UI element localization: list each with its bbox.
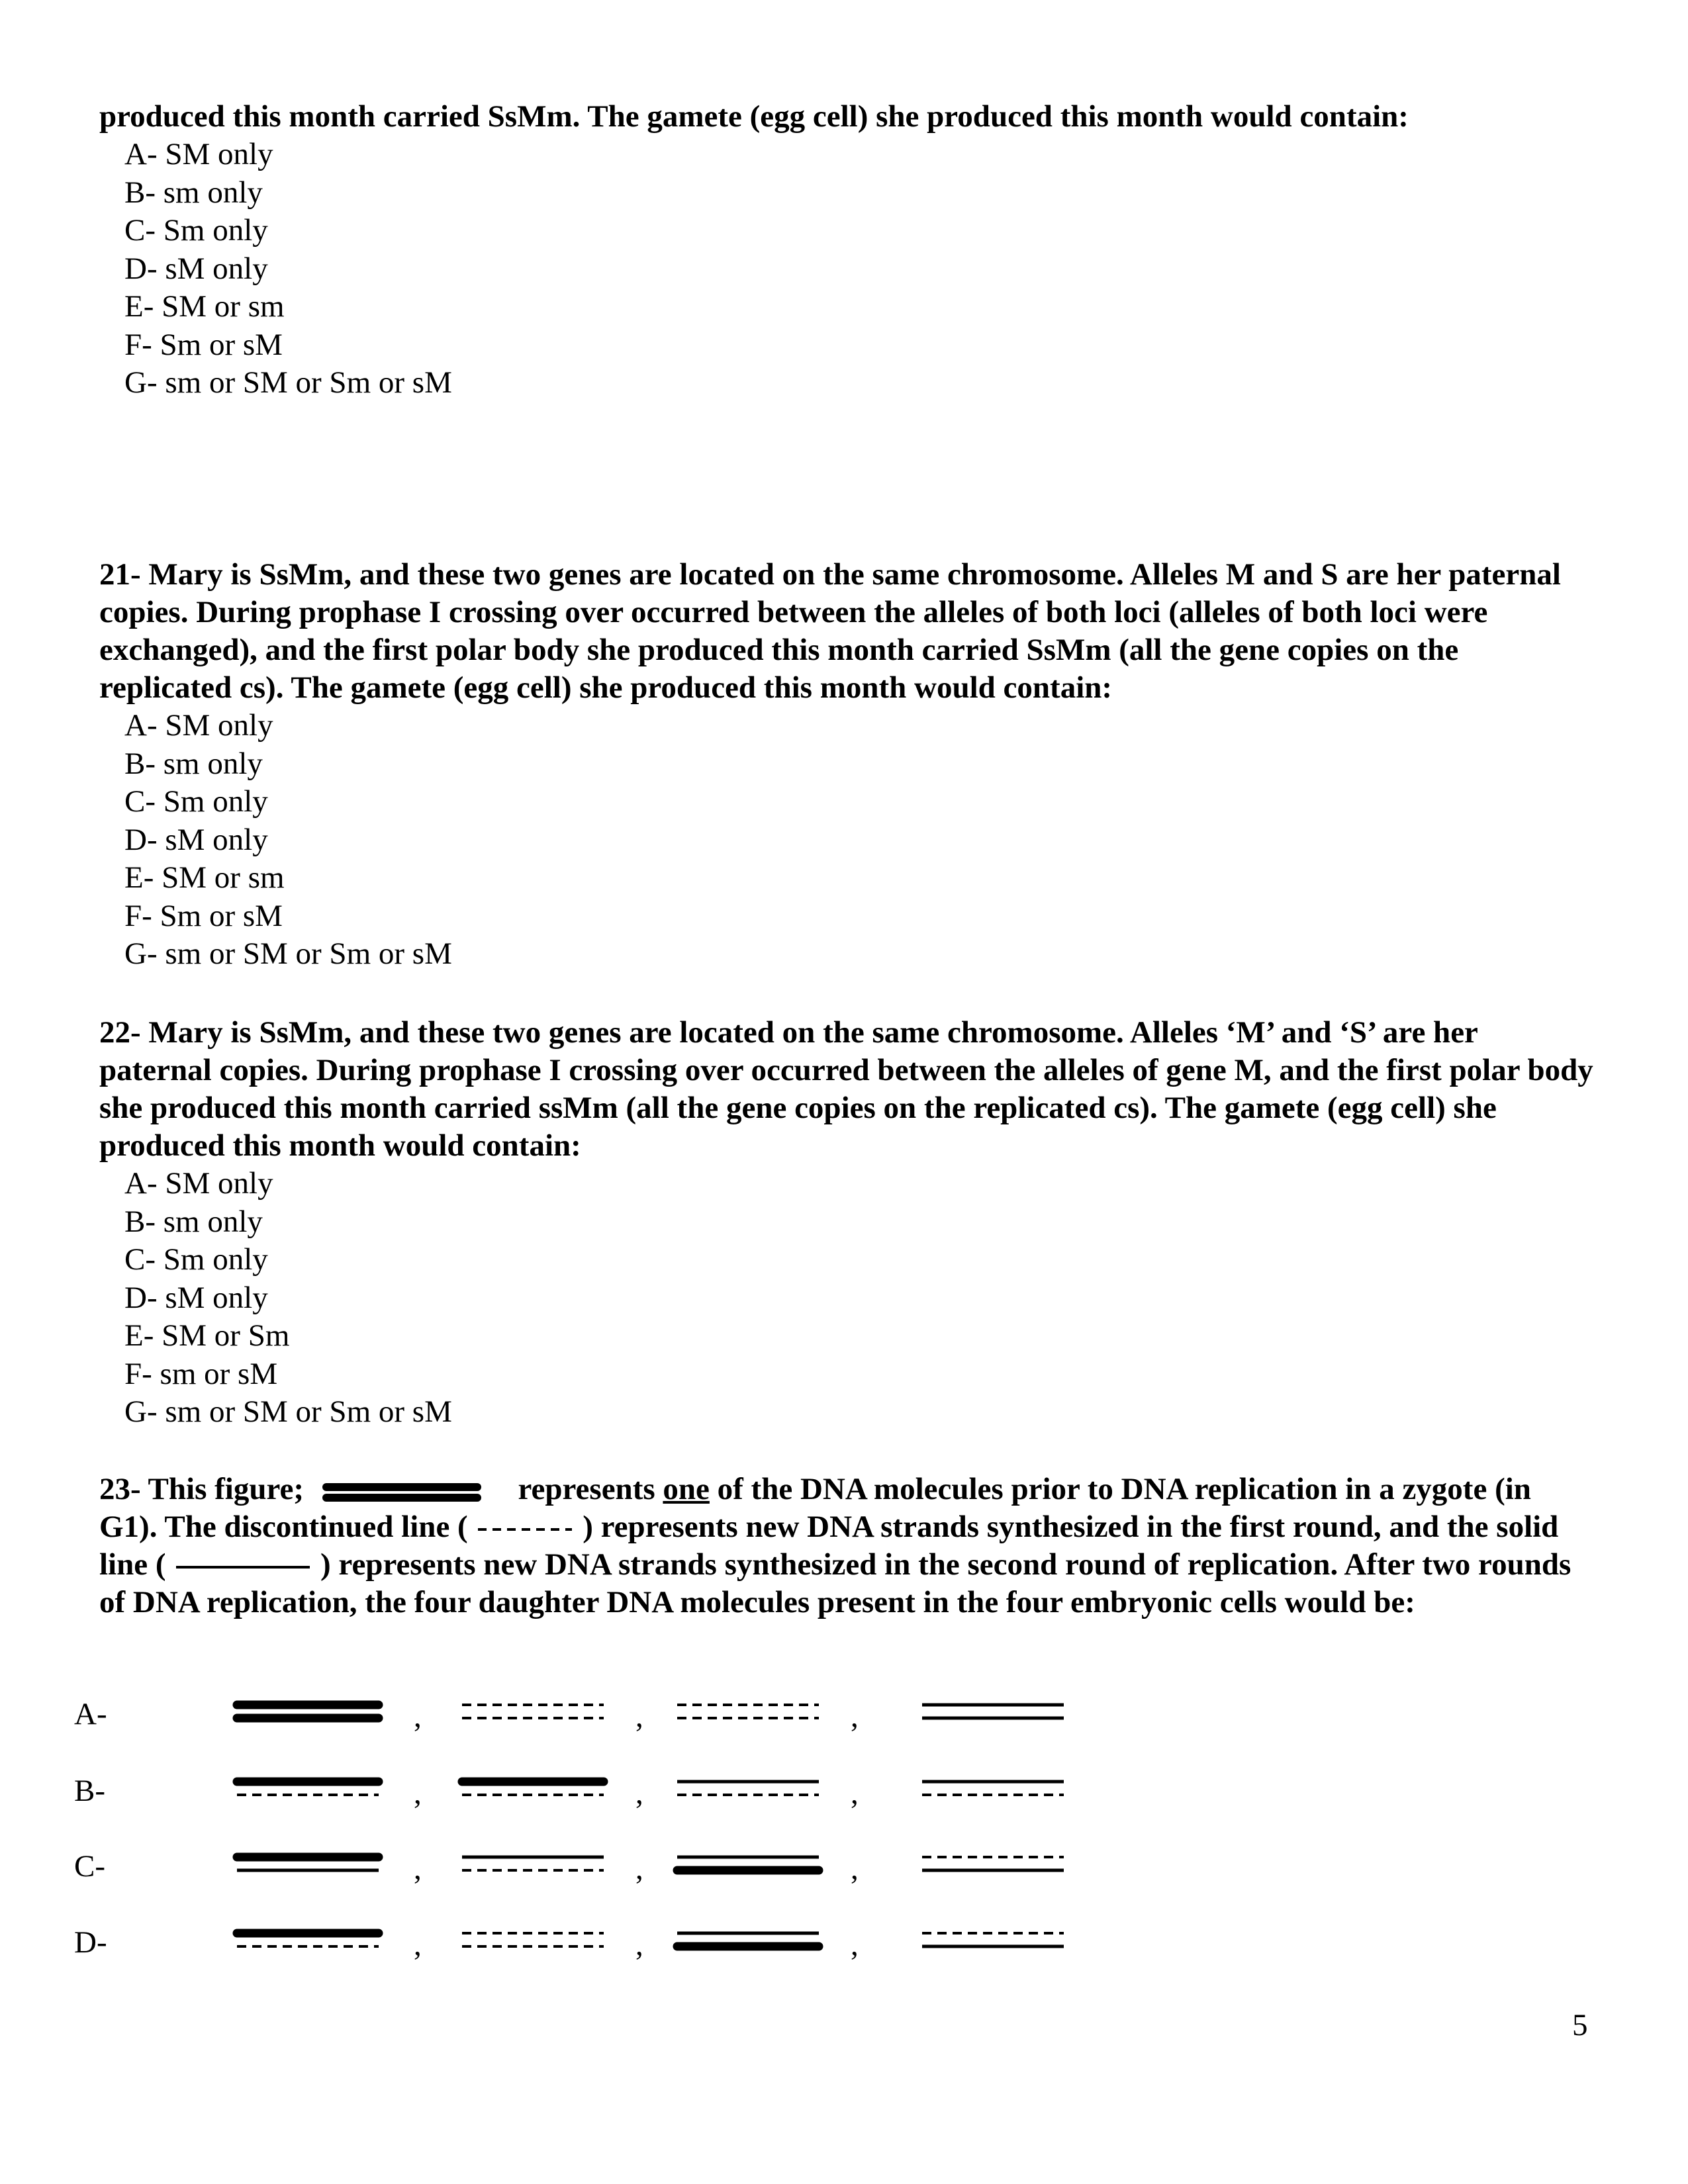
question-22 bbox=[99, 1014, 1595, 1432]
separator-comma: , bbox=[635, 1776, 643, 1811]
question-23-text bbox=[99, 1471, 1595, 1621]
question-20-text: produced this month carried SsMm. The gamete (egg cell) she produced this month would contain: bbox=[99, 99, 1409, 134]
dna-molecule bbox=[917, 1848, 1069, 1881]
q23-desc-2: ) represents new DNA strands synthesized in the first round, and the solid line ( bbox=[99, 1510, 1559, 1582]
option-item: C- Sm only bbox=[124, 1242, 268, 1277]
q23-one: one bbox=[663, 1472, 710, 1506]
question-20-options bbox=[99, 136, 1595, 402]
separator-comma: , bbox=[851, 1852, 859, 1886]
answer-row[interactable] bbox=[0, 1771, 993, 1811]
page-number: 5 bbox=[1572, 2008, 1588, 2042]
option-item: F- Sm or sM bbox=[124, 898, 283, 933]
solid-line-legend bbox=[173, 1561, 312, 1574]
answer-label: A- bbox=[74, 1697, 107, 1731]
dna-molecule bbox=[672, 1696, 824, 1729]
dna-molecule bbox=[457, 1696, 609, 1729]
option-item: B- sm only bbox=[124, 746, 263, 781]
dna-molecule bbox=[232, 1772, 384, 1805]
separator-comma: , bbox=[635, 1928, 643, 1962]
dna-molecule bbox=[232, 1696, 384, 1729]
option-item: G- sm or SM or Sm or sM bbox=[124, 936, 452, 971]
option-item: G- sm or SM or Sm or sM bbox=[124, 1394, 452, 1429]
dashed-line-legend bbox=[475, 1523, 575, 1536]
dna-molecule bbox=[917, 1772, 1069, 1805]
option-item: E- SM or Sm bbox=[124, 1318, 290, 1353]
separator-comma: , bbox=[635, 1852, 643, 1886]
dna-molecule bbox=[232, 1924, 384, 1957]
option-item: B- sm only bbox=[124, 175, 263, 210]
separator-comma: , bbox=[414, 1852, 422, 1886]
separator-comma: , bbox=[414, 1776, 422, 1811]
question-22-options bbox=[99, 1165, 1595, 1432]
separator-comma: , bbox=[414, 1928, 422, 1962]
option-item: D- sM only bbox=[124, 822, 268, 857]
dna-molecule bbox=[917, 1924, 1069, 1957]
dna-molecule bbox=[457, 1924, 609, 1957]
option-item: C- Sm only bbox=[124, 784, 268, 819]
dna-molecule bbox=[672, 1848, 824, 1881]
dna-molecule bbox=[672, 1772, 824, 1805]
q23-desc-3: ) represents new DNA strands synthesized in the second round of replication. After two rounds of DNA replication, the four daughter DNA molecules present in the four embryonic cells would be: bbox=[99, 1547, 1571, 1620]
q23-desc-1: of the DNA molecules prior to DNA replication in a zygote (in G1). The discontinued line ( bbox=[99, 1472, 1531, 1545]
dna-molecule bbox=[457, 1848, 609, 1881]
question-21 bbox=[99, 556, 1595, 974]
dna-molecule bbox=[672, 1924, 824, 1957]
option-item: B- sm only bbox=[124, 1204, 263, 1239]
separator-comma: , bbox=[851, 1776, 859, 1811]
separator-comma: , bbox=[851, 1928, 859, 1962]
option-item: A- SM only bbox=[124, 137, 273, 171]
option-item: D- sM only bbox=[124, 251, 268, 286]
option-item: D- sM only bbox=[124, 1280, 268, 1315]
q23-lead: 23- This figure; bbox=[99, 1472, 305, 1506]
option-item: F- sm or sM bbox=[124, 1356, 278, 1391]
separator-comma: , bbox=[635, 1700, 643, 1734]
dna-molecule bbox=[457, 1772, 609, 1805]
answer-row[interactable] bbox=[0, 1694, 993, 1734]
question-21-options bbox=[99, 707, 1595, 974]
answer-row[interactable] bbox=[0, 1923, 993, 1962]
answer-label: D- bbox=[74, 1925, 107, 1960]
option-item: C- Sm only bbox=[124, 213, 268, 248]
option-item: A- SM only bbox=[124, 1166, 273, 1201]
dna-molecule bbox=[917, 1696, 1069, 1729]
question-22-text: 22- Mary is SsMm, and these two genes are located on the same chromosome. Alleles ‘M’ and ‘S’ are her paternal copies. During prophase I crossing over occurred between the alleles of gene M, and the first polar body she produced this month carried ssMm (all the gene copies on the replicated cs). The gamete (egg cell) she produced this month would contain: bbox=[99, 1015, 1593, 1163]
answer-label: C- bbox=[74, 1849, 105, 1884]
answer-label: B- bbox=[74, 1774, 105, 1808]
answer-row[interactable] bbox=[0, 1846, 993, 1886]
question-20-continuation bbox=[99, 98, 1595, 402]
question-21-text: 21- Mary is SsMm, and these two genes are located on the same chromosome. Alleles M and S are her paternal copies. During prophase I crossing over occurred between the alleles of both loci (alleles of both loci were exchanged), and the first polar body she produced this month carried SsMm (all the gene copies on the replicated cs). The gamete (egg cell) she produced this month would contain: bbox=[99, 557, 1561, 705]
option-item: G- sm or SM or Sm or sM bbox=[124, 365, 452, 400]
option-item: E- SM or sm bbox=[124, 289, 285, 324]
separator-comma: , bbox=[414, 1700, 422, 1734]
separator-comma: , bbox=[851, 1700, 859, 1734]
dna-molecule bbox=[232, 1848, 384, 1881]
option-item: E- SM or sm bbox=[124, 860, 285, 895]
dna-original-figure bbox=[322, 1475, 481, 1508]
option-item: A- SM only bbox=[124, 708, 273, 743]
question-23 bbox=[99, 1471, 1595, 1621]
option-item: F- Sm or sM bbox=[124, 327, 283, 362]
q23-represents: represents bbox=[518, 1472, 655, 1506]
